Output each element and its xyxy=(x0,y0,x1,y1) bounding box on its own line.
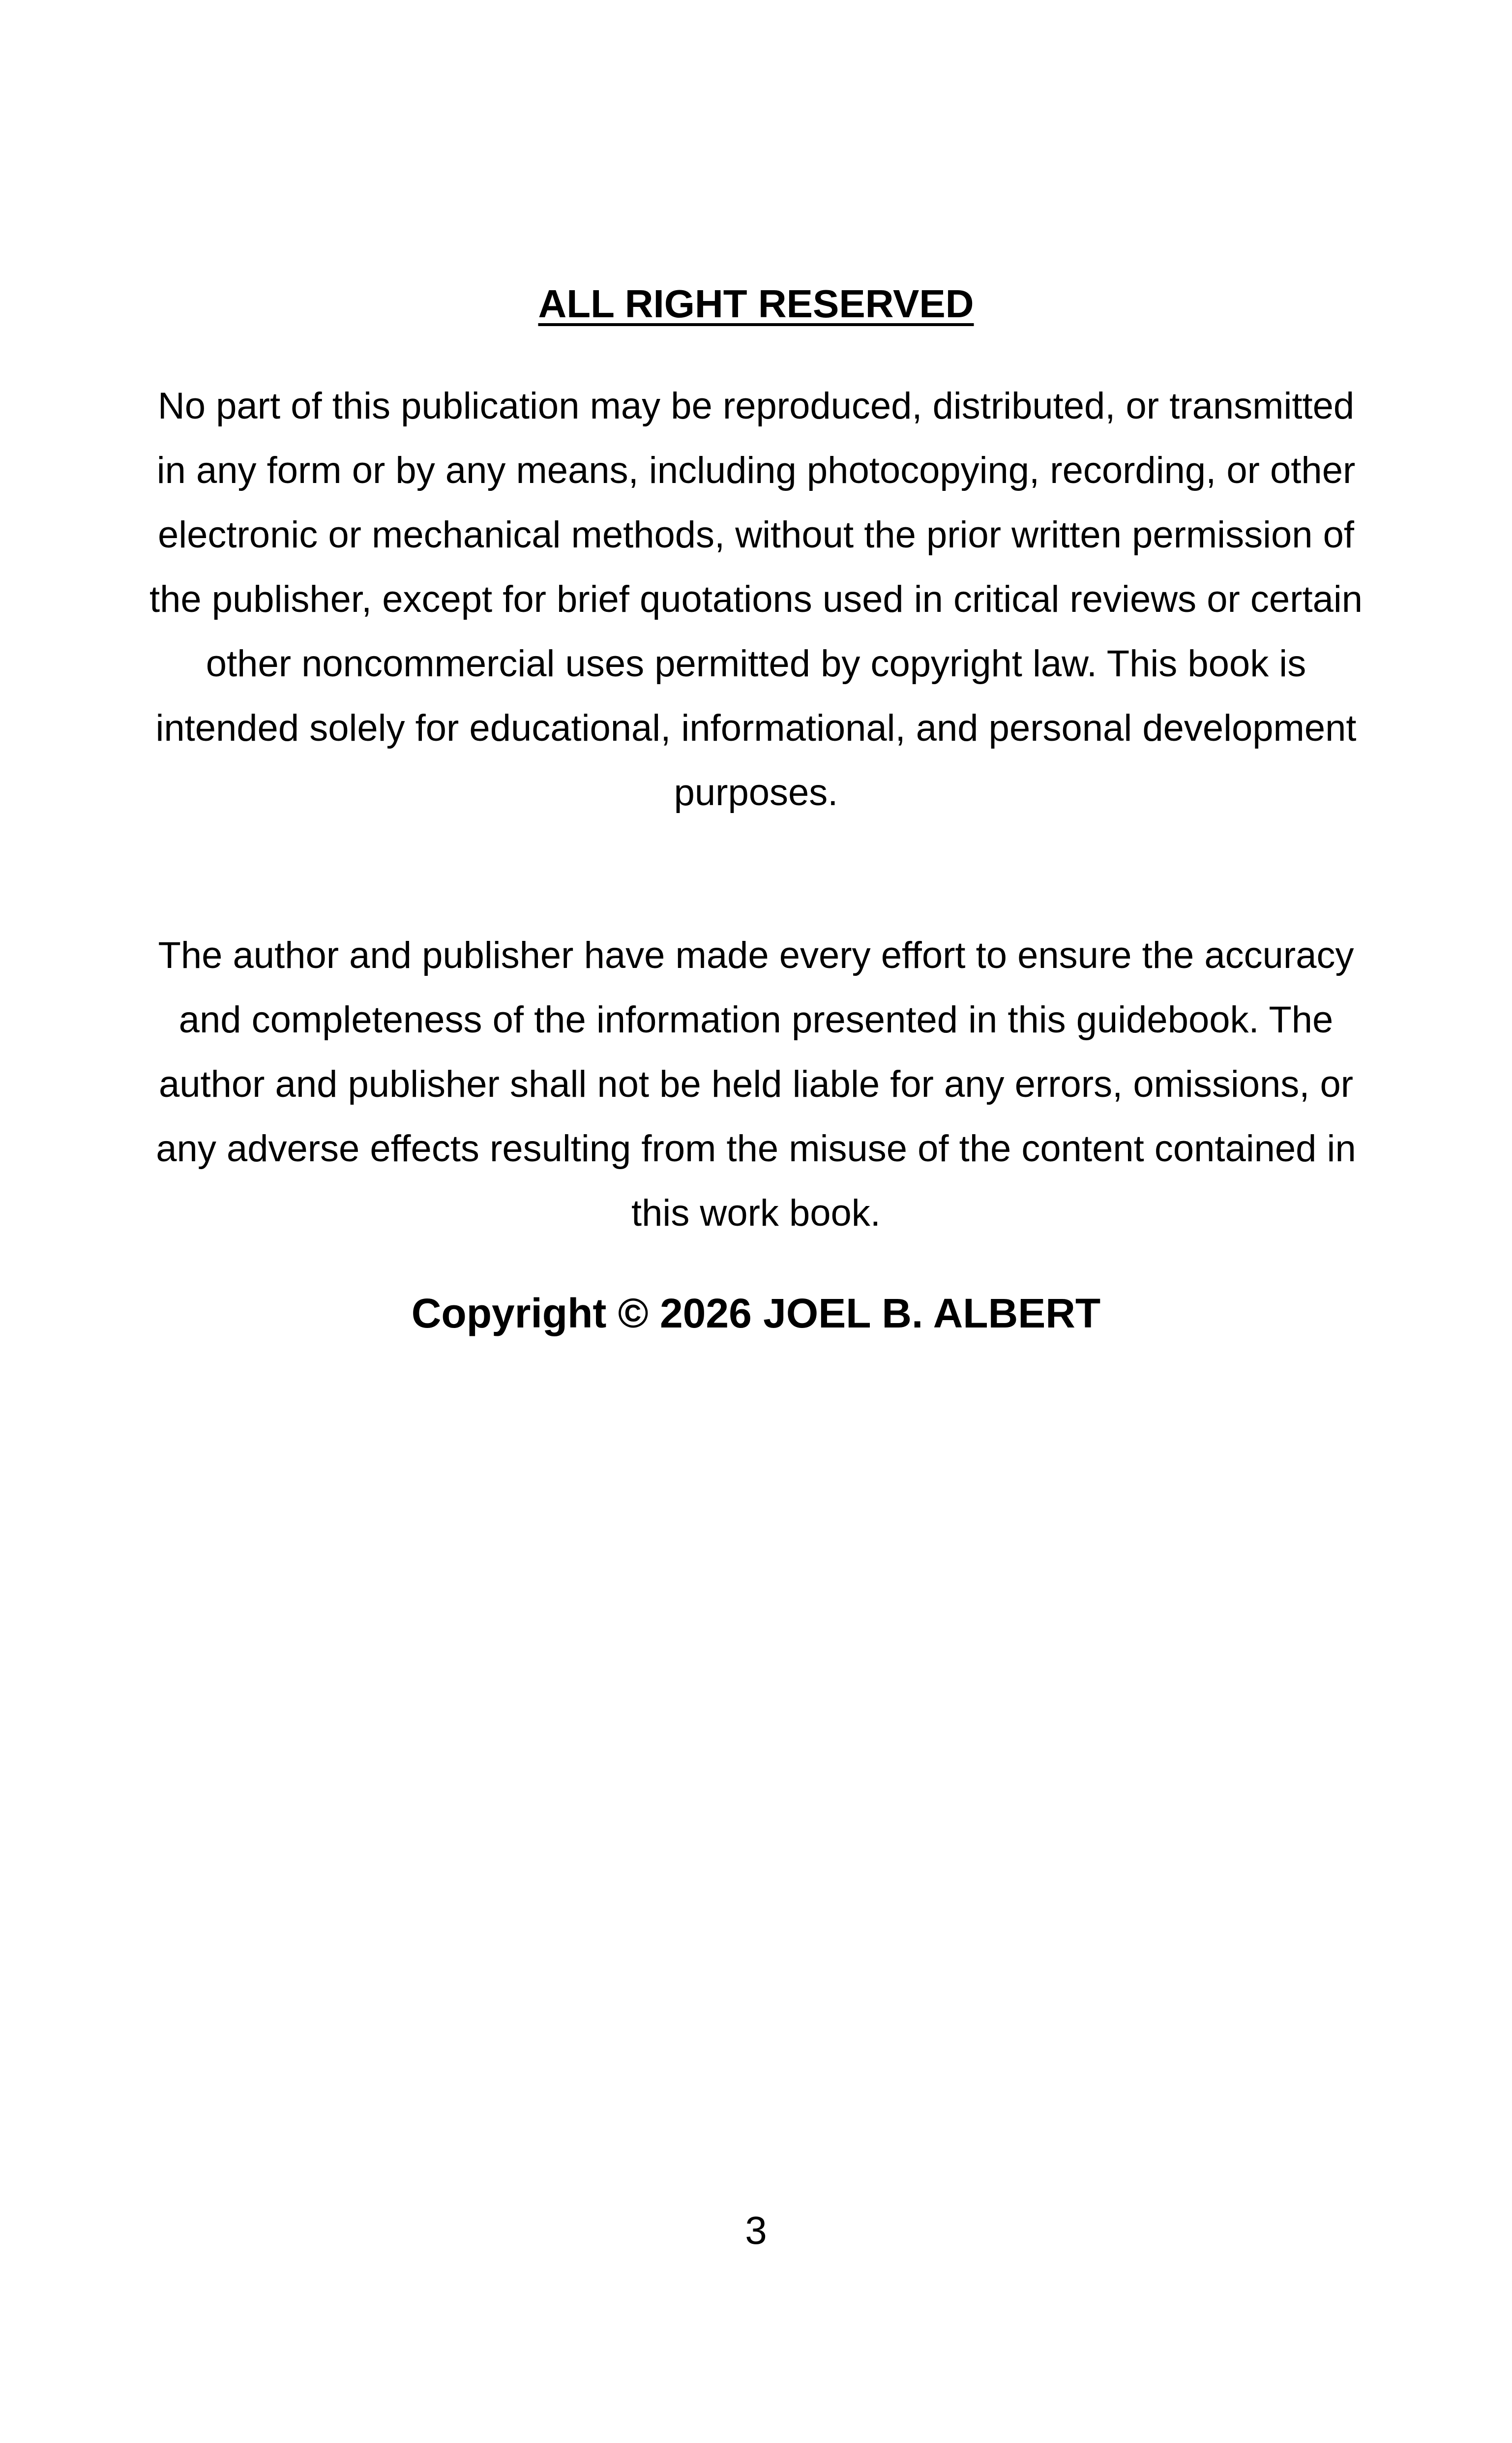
page-title: ALL RIGHT RESERVED xyxy=(538,282,974,326)
copyright-notice: Copyright © 2026 JOEL B. ALBERT xyxy=(411,1290,1101,1336)
page-number: 3 xyxy=(745,2208,767,2252)
rights-paragraph: No part of this publication may be reproduced, distributed, or transmitted in any form or by any means, including photocopying, recording, or other electronic or mechanical methods, without the prior written permission of the publisher, except for brief quotations used in critical reviews or certain other noncommercial uses permitted by copyright law. This book is intended solely for educational, informational, and personal development purposes. xyxy=(149,385,1363,814)
disclaimer-paragraph: The author and publisher have made every effort to ensure the accuracy and completeness of the information presented in this guidebook. The author and publisher shall not be held liable for any errors, omissions, or any adverse effects resulting from the misuse of the content contained in this work book. xyxy=(156,935,1356,1234)
